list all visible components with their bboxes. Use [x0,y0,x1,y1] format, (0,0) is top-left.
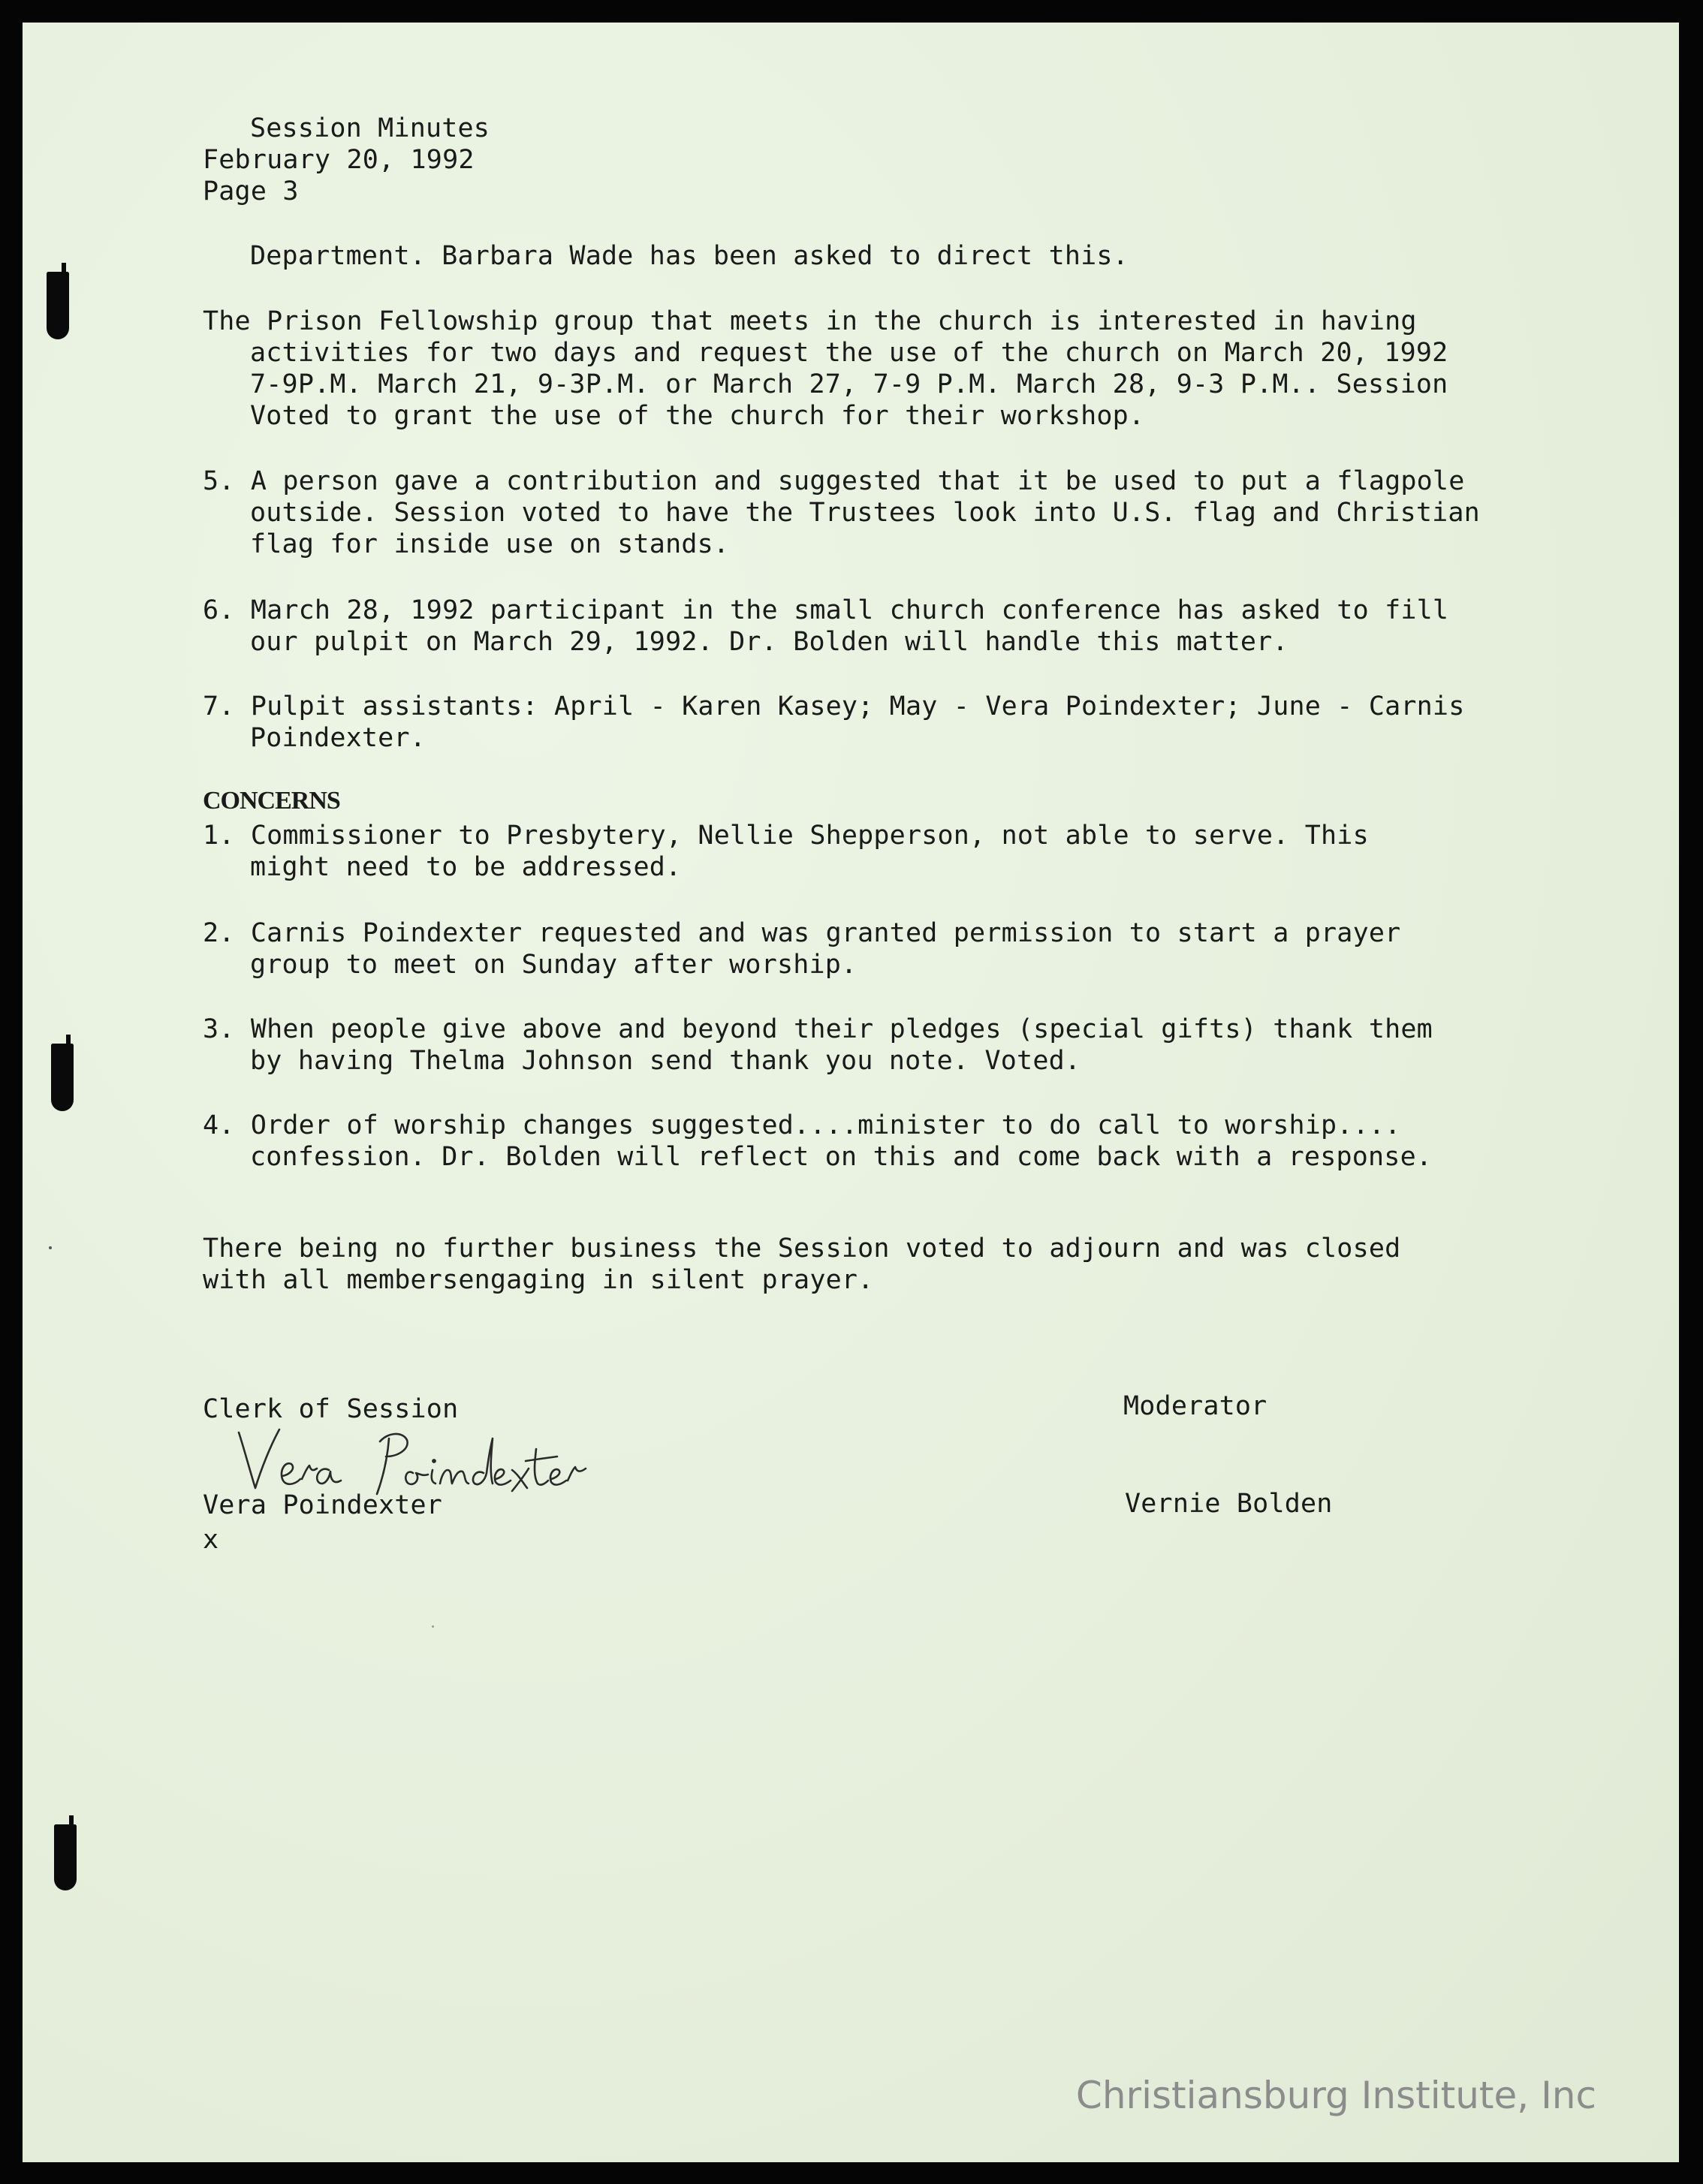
concern-1-line-2: might need to be addressed. [250,852,682,882]
punch-hole-top [47,272,69,339]
concern-3-line-2: by having Thelma Johnson send thank you note. Voted. [250,1046,1081,1076]
item-6-line-1: 6. March 28, 1992 participant in the small church conference has asked to fill [203,595,1449,625]
paper-speck [432,1625,434,1628]
continued-paragraph: Department. Barbara Wade has been asked to direct this. [250,241,1129,271]
item-5-line-2: outside. Session voted to have the Trustees look into U.S. flag and Christian [250,498,1480,528]
closing-line-2: with all membersengaging in silent prayer. [203,1265,874,1295]
moderator-label: Moderator [1123,1391,1267,1421]
punch-hole-bottom [54,1824,77,1890]
concern-3-line-1: 3. When people give above and beyond their pledges (special gifts) thank them [203,1014,1433,1044]
document-page [23,23,1679,2162]
item-7-line-1: 7. Pulpit assistants: April - Karen Kasey; May - Vera Poindexter; June - Carnis [203,691,1465,721]
concern-2-line-1: 2. Carnis Poindexter requested and was granted permission to start a prayer [203,918,1401,948]
item-7-line-2: Poindexter. [250,723,426,753]
item-5-line-3: flag for inside use on stands. [250,529,730,559]
concern-4-line-2: confession. Dr. Bolden will reflect on this and come back with a response. [250,1142,1433,1172]
prison-fellowship-line-1: The Prison Fellowship group that meets in the church is interested in having [203,306,1417,336]
clerk-label: Clerk of Session [203,1394,459,1424]
punch-hole-middle [51,1044,74,1111]
item-6-line-2: our pulpit on March 29, 1992. Dr. Bolden will handle this matter. [250,627,1289,657]
moderator-name: Vernie Bolden [1125,1489,1333,1519]
prison-fellowship-line-2: activities for two days and request the use of the church on March 20, 1992 [250,338,1448,368]
concerns-heading: CONCERNS [203,787,340,815]
paper-speck [49,1246,52,1249]
concern-4-line-1: 4. Order of worship changes suggested....minister to do call to worship.... [203,1110,1401,1140]
concern-1-line-1: 1. Commissioner to Presbytery, Nellie Shepperson, not able to serve. This [203,821,1369,851]
concern-2-line-2: group to meet on Sunday after worship. [250,950,858,980]
header-date: February 20, 1992 [203,145,475,175]
header-title: Session Minutes [250,113,490,143]
prison-fellowship-line-4: Voted to grant the use of the church for their workshop. [250,401,1145,431]
header-page: Page 3 [203,176,299,206]
archive-watermark: Christiansburg Institute, Inc [1075,2074,1596,2117]
prison-fellowship-line-3: 7-9P.M. March 21, 9-3P.M. or March 27, 7-9 P.M. March 28, 9-3 P.M.. Session [250,369,1448,399]
clerk-name: Vera Poindexter [203,1490,443,1520]
clerk-mark: x [203,1525,219,1555]
item-5-line-1: 5. A person gave a contribution and suggested that it be used to put a flagpole [203,466,1465,496]
closing-line-1: There being no further business the Session voted to adjourn and was closed [203,1234,1401,1264]
